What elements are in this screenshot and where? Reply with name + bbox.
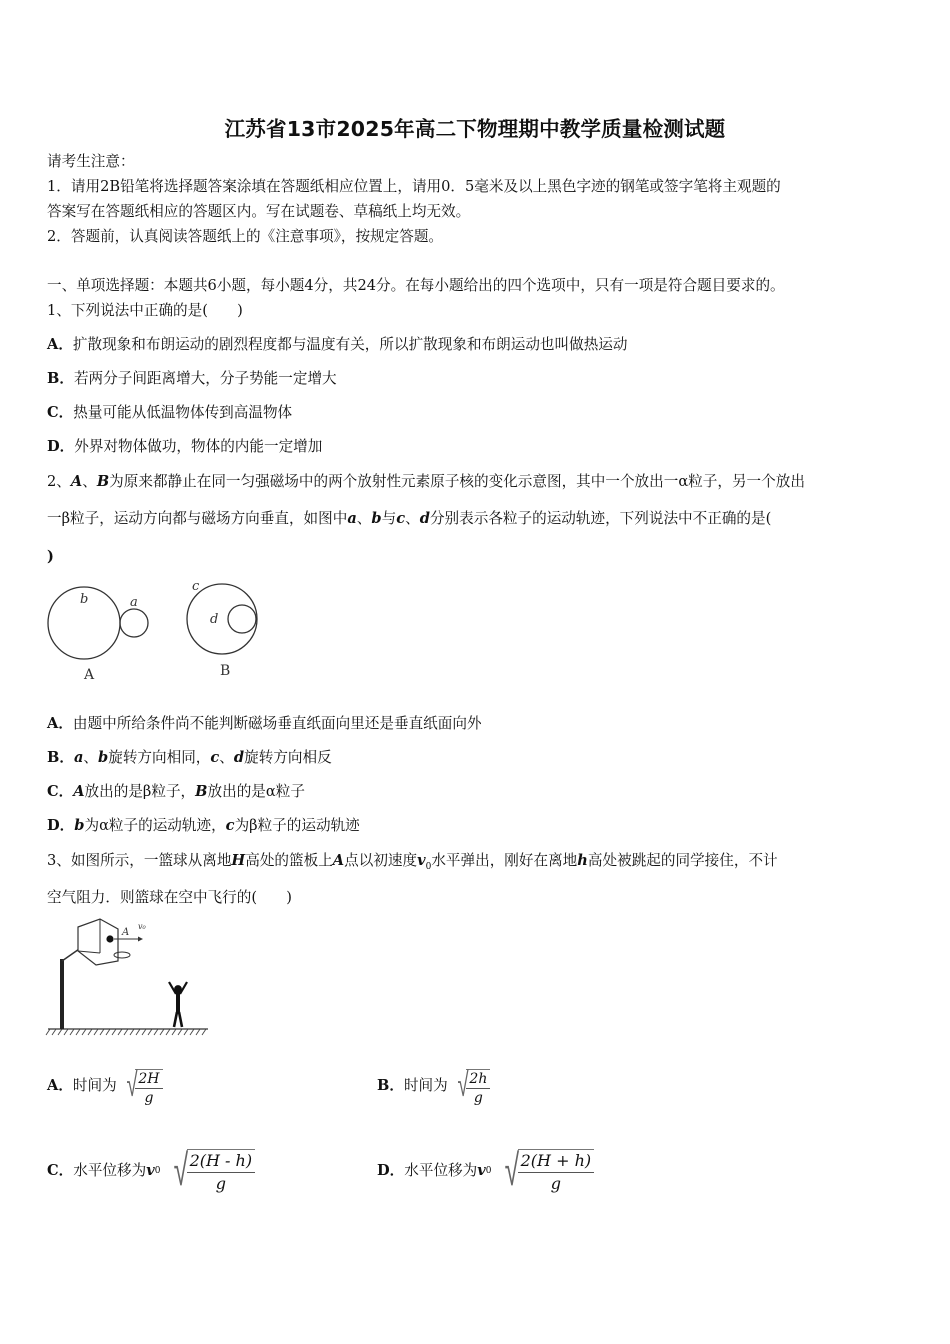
question-3-stem-line-2: 空气阻力．则篮球在空中飞行的( ) <box>47 889 292 906</box>
sqrt-expression: √ $\frac{2h}{g}$ <box>450 1065 491 1107</box>
figure-caption-a: A <box>84 667 95 683</box>
backboard <box>78 919 118 965</box>
question-1-option-d[interactable] <box>47 437 322 457</box>
figure-label-c: c <box>192 579 200 594</box>
question-1-option-a[interactable] <box>47 335 628 355</box>
option-text: 扩散现象和布朗运动的剧烈程度都与温度有关，所以扩散现象和布朗运动也叫做热运动 <box>72 336 628 353</box>
figure-label-a: A <box>122 927 130 938</box>
question-3-option-c[interactable]: C． 水平位移为 v 0 √ $\frac{2(H - h)}{g}$ <box>47 1140 255 1202</box>
track-d-circle <box>228 605 256 633</box>
page-title: 江苏省13市2025年高二下物理期中教学质量检测试题 <box>224 117 726 141</box>
sqrt-expression: √ $\frac{2H}{g}$ <box>119 1065 163 1107</box>
track-a-circle <box>120 609 148 637</box>
question-3-option-d[interactable]: D． 水平位移为 v 0 √ $\frac{2(H + h)}{g}$ <box>377 1140 594 1202</box>
question-2-stem-line-2: 一β粒子，运动方向都与磁场方向垂直，如图中a、b与c、d分别表示各粒子的运动轨迹，下列说法中不正确的是( <box>47 510 772 527</box>
notice-item-2: 2．答题前，认真阅读答题纸上的《注意事项》，按规定答题。 <box>47 228 444 245</box>
question-2-option-d[interactable]: D．b为α粒子的运动轨迹，c为β粒子的运动轨迹 <box>47 817 360 834</box>
question-1-option-b[interactable] <box>47 369 337 389</box>
sqrt-expression: √ $\frac{2(H + h)}{g}$ <box>495 1145 594 1197</box>
question-3-option-a[interactable]: A． 时间为 √ $\frac{2H}{g}$ <box>47 1058 163 1114</box>
figure-label-v0: v₀ <box>138 922 146 931</box>
section-1-header: 一、单项选择题：本题共6小题，每小题4分，共24分。在每小题给出的四个选项中，只有一项是符合题目要求的。 <box>47 277 785 294</box>
option-label: B． <box>47 370 74 387</box>
notice-item-1-line-2: 答案写在答题纸相应的答题区内。写在试题卷、草稿纸上均无效。 <box>47 203 471 220</box>
figure-label-b: b <box>80 592 89 607</box>
figure-label-a: a <box>130 595 138 610</box>
option-text: 外界对物体做功，物体的内能一定增加 <box>74 438 323 455</box>
ground-hatch <box>46 1029 206 1035</box>
question-3-figure <box>44 915 216 1043</box>
question-3-stem-line-1: 3、如图所示，一篮球从离地H高处的篮板上A点以初速度$v_0$水平弹出，刚好在离地h高处被跳起的同学接住，不计 <box>47 852 778 872</box>
track-c-circle <box>187 584 257 654</box>
question-2-option-c[interactable]: C．A放出的是β粒子，B放出的是α粒子 <box>47 783 305 800</box>
option-label: A． <box>47 336 73 353</box>
notice-heading: 请考生注意： <box>47 153 135 170</box>
question-2-stem-line-1: 2、A、B为原来都静止在同一匀强磁场中的两个放射性元素原子核的变化示意图，其中一个放出一α粒子，另一个放出 <box>47 473 805 490</box>
option-label: D． <box>47 438 75 455</box>
option-label: C． <box>47 404 74 421</box>
sqrt-expression: √ $\frac{2(H - h)}{g}$ <box>164 1145 255 1197</box>
notice-item-1-line-1: 1．请用2B铅笔将选择题答案涂填在答题纸相应位置上，请用0．5毫米及以上黑色字迹的钢笔或签字笔将主观题的 <box>47 178 781 195</box>
basketball <box>106 935 113 942</box>
question-1-option-c[interactable] <box>47 403 292 423</box>
question-2-stem-line-3: ) <box>47 548 54 565</box>
option-text: 热量可能从低温物体传到高温物体 <box>73 404 293 421</box>
question-2-figure <box>44 575 274 687</box>
question-1-stem: 1、下列说法中正确的是( ) <box>47 302 243 319</box>
figure-caption-b: B <box>220 663 231 679</box>
option-text: 若两分子间距离增大，分子势能一定增大 <box>73 370 337 387</box>
question-3-option-b[interactable]: B． 时间为 √ $\frac{2h}{g}$ <box>377 1058 490 1114</box>
hoop-pole <box>60 959 64 1029</box>
figure-label-d: d <box>210 612 219 627</box>
question-2-option-b[interactable]: B．a、b旋转方向相同，c、d旋转方向相反 <box>47 749 332 766</box>
person-figure <box>169 982 187 1027</box>
question-2-option-a[interactable]: A．由题中所给条件尚不能判断磁场垂直纸面向里还是垂直纸面向外 <box>47 715 482 732</box>
